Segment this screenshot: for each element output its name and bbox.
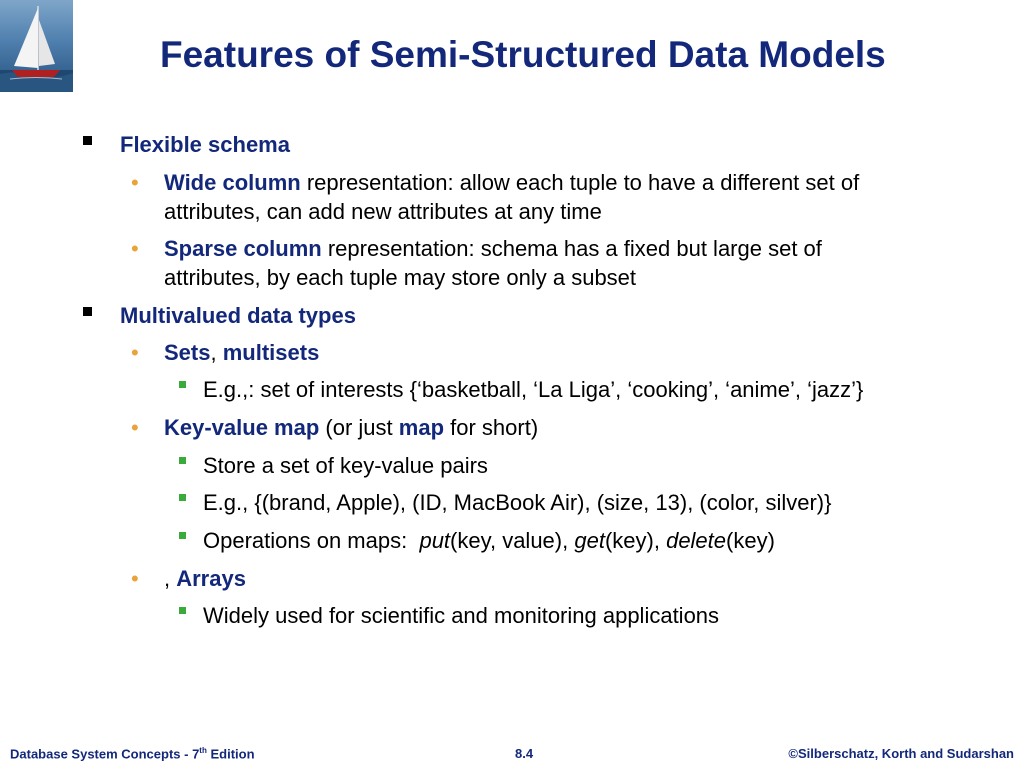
- footer-page-number: 8.4: [515, 746, 534, 761]
- level3-bullet-marker: [179, 381, 186, 388]
- bullet-arrays: [164, 564, 246, 593]
- footer-text: Database System Concepts - 7: [10, 746, 200, 762]
- bullet-sparse-column: [164, 234, 822, 263]
- level2-bullet-marker: •: [131, 340, 139, 365]
- level1-bullet-marker: [83, 136, 92, 145]
- keyword-map: map: [398, 415, 445, 440]
- bullet-text: ,: [210, 340, 223, 365]
- level2-bullet-marker: •: [131, 566, 139, 591]
- level3-bullet-marker: [179, 457, 186, 464]
- bullet-text: for short): [444, 415, 539, 440]
- slide-title: Features of Semi-Structured Data Models: [160, 34, 886, 75]
- level2-bullet-marker: •: [131, 170, 139, 195]
- bullet-text: Operations on maps:: [203, 528, 420, 553]
- bullet-sets-multisets: [164, 338, 319, 367]
- sailboat-logo: [0, 0, 73, 92]
- bullet-key-value-map: [164, 413, 538, 442]
- footer-text: Edition: [206, 746, 255, 762]
- level1-bullet-marker: [83, 307, 92, 316]
- bullet-flexible-schema: Flexible schema: [120, 132, 290, 157]
- bullet-text: representation: schema has a fixed but large set of: [321, 236, 822, 261]
- bullet-store-pairs: Store a set of key-value pairs: [203, 453, 488, 478]
- bullet-map-operations: [203, 526, 775, 555]
- operation-put: put: [419, 528, 451, 553]
- operation-delete: delete: [666, 528, 727, 553]
- keyword-wide-column: Wide column: [164, 170, 301, 195]
- bullet-set-example: E.g.,: set of interests {‘basketball, ‘La Liga’, ‘cooking’, ‘anime’, ‘jazz’}: [203, 377, 864, 402]
- bullet-text: (key),: [604, 528, 667, 553]
- keyword-multisets: multisets: [222, 340, 320, 365]
- bullet-text: (key): [726, 528, 775, 553]
- keyword-arrays: Arrays: [176, 566, 246, 591]
- bullet-text: (or just: [319, 415, 399, 440]
- bullet-wide-column: [164, 168, 859, 197]
- level3-bullet-marker: [179, 607, 186, 614]
- sailboat-icon: [0, 0, 73, 92]
- bullet-multivalued-data-types: Multivalued data types: [120, 303, 356, 328]
- level2-bullet-marker: •: [131, 415, 139, 440]
- bullet-arrays-usage: Widely used for scientific and monitoring applications: [203, 603, 720, 628]
- bullet-wide-column-continued: attributes, can add new attributes at any time: [164, 199, 602, 224]
- bullet-text: (key, value),: [450, 528, 575, 553]
- level3-bullet-marker: [179, 532, 186, 539]
- level3-bullet-marker: [179, 494, 186, 501]
- footer-superscript: th: [199, 746, 207, 755]
- bullet-text: representation: allow each tuple to have a different set of: [300, 170, 860, 195]
- footer-copyright: ©Silberschatz, Korth and Sudarshan: [788, 746, 1014, 761]
- bullet-map-example: E.g., {(brand, Apple), (ID, MacBook Air), (size, 13), (color, silver)}: [203, 490, 832, 515]
- footer-book-title: [10, 746, 255, 761]
- bullet-sparse-column-continued: attributes, by each tuple may store only a subset: [164, 265, 637, 290]
- keyword-sparse-column: Sparse column: [164, 236, 322, 261]
- keyword-key-value-map: Key-value map: [164, 415, 320, 440]
- level2-bullet-marker: •: [131, 236, 139, 261]
- operation-get: get: [574, 528, 605, 553]
- bullet-text: ,: [164, 566, 177, 591]
- keyword-sets: Sets: [164, 340, 211, 365]
